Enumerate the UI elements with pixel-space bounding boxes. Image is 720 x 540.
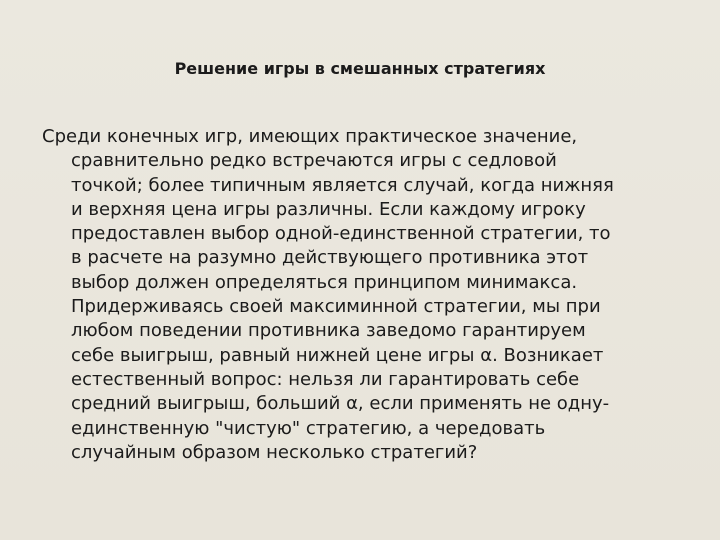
paragraph-line: точкой; более типичным является случай, когда нижняя: [71, 174, 614, 196]
paragraph-line: единственную "чистую" стратегию, а чередовать: [71, 417, 546, 439]
body-paragraph: [42, 125, 702, 465]
paragraph-line: любом поведении противника заведомо гарантируем: [71, 320, 586, 342]
paragraph-line: средний выигрыш, больший α, если применять не одну-: [71, 393, 610, 415]
paragraph-line: в расчете на разумно действующего противника этот: [71, 247, 589, 269]
paragraph-line: случайным образом несколько стратегий?: [71, 441, 478, 463]
paragraph-line: предоставлен выбор одной-единственной стратегии, то: [71, 223, 611, 245]
paragraph-line: Придерживаясь своей максиминной стратегии, мы при: [71, 296, 601, 318]
paragraph-line: выбор должен определяться принципом минимакса.: [71, 271, 578, 293]
slide-title: Решение игры в смешанных стратегиях: [174, 59, 546, 78]
paragraph-line: и верхняя цена игры различны. Если каждому игроку: [71, 198, 586, 220]
paragraph-line: естественный вопрос: нельзя ли гарантировать себе: [71, 368, 580, 390]
paragraph-line: Среди конечных игр, имеющих практическое значение,: [42, 126, 578, 147]
paragraph-line: сравнительно редко встречаются игры с седловой: [71, 150, 557, 172]
paragraph-line: себе выигрыш, равный нижней цене игры α. Возникает: [71, 344, 604, 366]
